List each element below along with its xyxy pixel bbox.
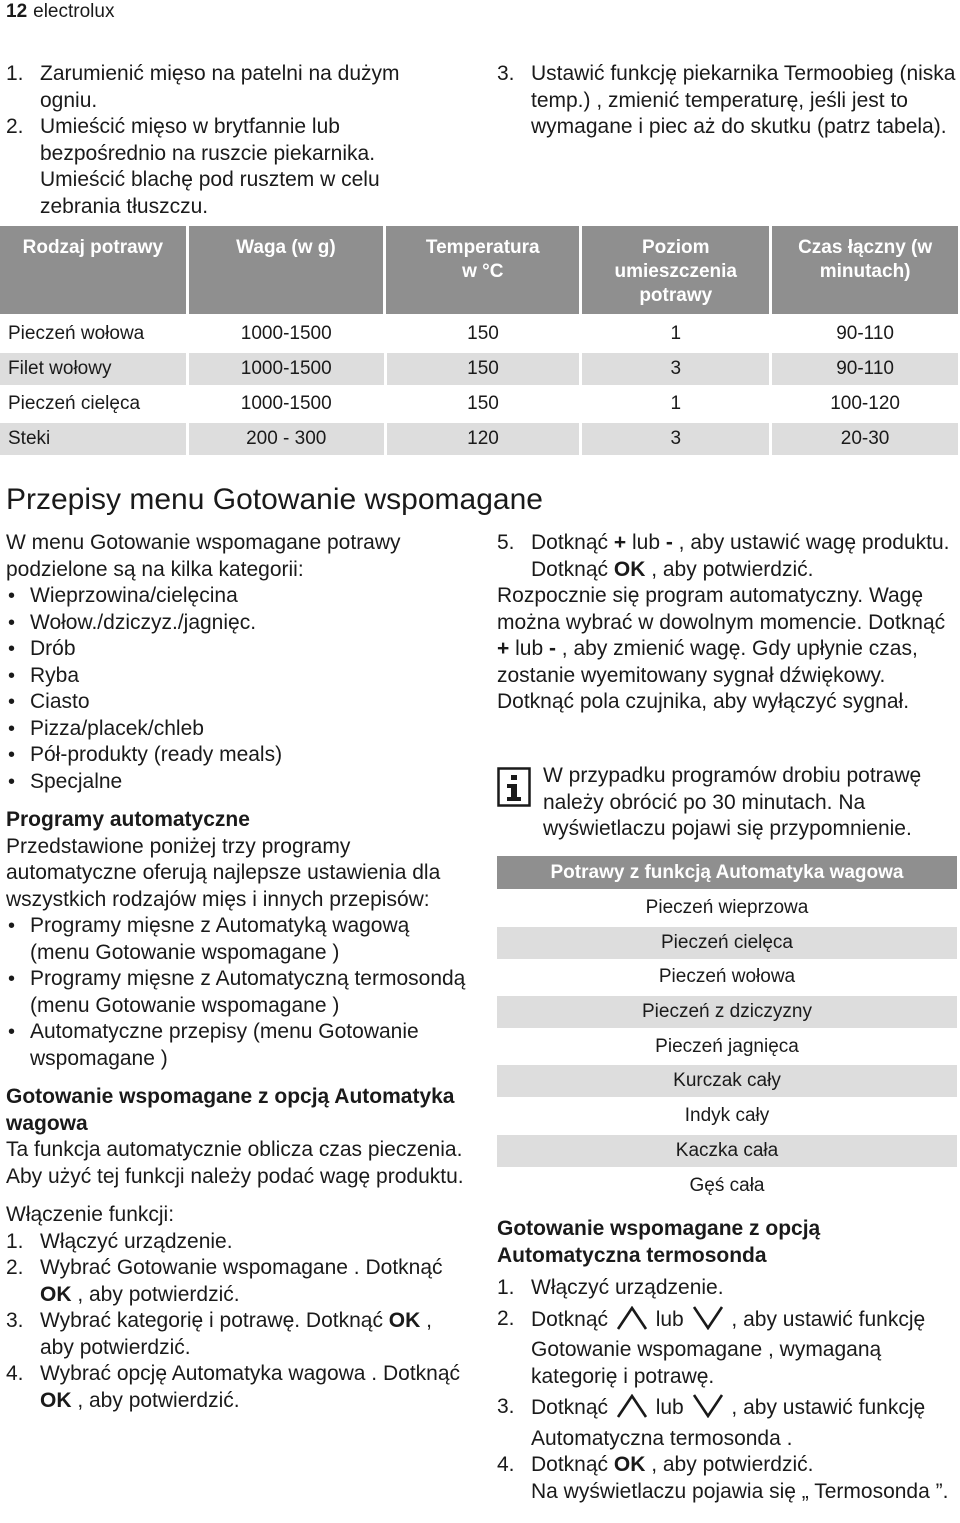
categories-intro: W menu Gotowanie wspomagane potrawy podzielone są na kilka kategorii: [6,531,401,581]
table-row [0,423,958,455]
list-item: 5. Dotknąć + lub - , aby ustawić wagę produktu. Dotknąć OK , aby potwierdzić. [497,531,950,581]
list-item: 4. Wybrać opcję Automatyka wagowa . Dotknąć OK , aby potwierdzić. [6,1362,461,1412]
table-row: Kaczka cała [497,1135,957,1167]
table-row [0,353,958,385]
ok-key-label: OK [613,1453,646,1476]
intro-steps-right [497,61,957,141]
minus-key-label: - [665,531,673,554]
list-item: • Automatyczne przepisy (menu Gotowanie wspomagane ) [6,1019,466,1072]
list-item: 3. Wybrać kategorię i potrawę. Dotknąć OK , aby potwierdzić. [6,1309,432,1359]
list-item: • Ciasto [6,689,466,716]
list-item: 1. Zarumienić mięso na patelni na dużym ogniu. [6,62,400,112]
list-item: 2. Dotknąć lub , aby ustawić funkcję Gotowanie wspomagane , wymaganą kategorię i potrawę. [497,1306,926,1388]
table-row: Pieczeń wieprzowa [645,897,809,918]
weight-auto-title: Gotowanie wspomagane z opcją Automatyka wagowa [6,1085,455,1135]
ok-key-label: OK [613,557,646,581]
list-item: • Pizza/placek/chleb [6,716,466,743]
auto-programs-list [6,913,466,1072]
table-cell: 1 [582,388,769,420]
table-cell: 120 [387,423,580,455]
table-cell: 3 [582,423,769,455]
info-icon [497,767,531,807]
auto-programs-text: Przedstawione poniżej trzy programy automatyczne oferują najlepsze ustawienia dla wszystkich rodzajów mięs i innych przepisów: [6,834,441,911]
ok-key-label: OK [388,1309,421,1332]
right-column-bottom [497,1216,959,1505]
list-item: • Ryba [6,663,466,690]
table-row: Pieczeń cielęca [497,927,957,959]
table-row: Pieczeń z dziczyzny [497,996,957,1028]
right-column-top [497,530,959,716]
list-item: 2. Wybrać Gotowanie wspomagane . Dotknąć OK , aby potwierdzić. [6,1256,443,1306]
weight-dishes-table [497,856,957,1204]
list-item: • Drób [6,636,466,663]
list-item: 1. Włączyć urządzenie. [6,1229,233,1253]
brand-name: electrolux [33,1,115,22]
table-cell: 150 [387,353,580,385]
enable-steps [6,1229,466,1415]
page-number: 12 [6,1,28,22]
meat-table [0,226,958,458]
list-item: 1. Włączyć urządzenie. [497,1276,724,1299]
table-cell: 1000-1500 [189,388,384,420]
table-cell: 1000-1500 [189,353,384,385]
table-header-cell: Waga (w g) [189,226,384,314]
table-cell: 20-30 [772,423,958,455]
section-title: Przepisy menu Gotowanie wspomagane [6,483,543,516]
table-row: Indyk cały [684,1105,770,1127]
enable-function-title: Włączenie funkcji: [6,1203,175,1226]
table-cell: 90-110 [772,353,958,385]
page-header [6,0,114,24]
list-item: • Programy mięsne z Automatyką wagową (menu Gotowanie wspomagane ) [6,913,466,966]
list-item: • Programy mięsne z Automatyczną termosondą (menu Gotowanie wspomagane ) [6,966,466,1019]
left-column [6,530,466,1414]
minus-key-label: - [548,637,556,660]
table-cell: 3 [582,353,769,385]
table-cell: 1 [582,318,769,350]
ok-key-label: OK [40,1282,72,1306]
probe-steps [497,1275,959,1505]
table-row [0,388,958,420]
table-header-cell: Czas łączny (w minutach) [772,226,958,314]
list-item: • Wieprzowina/cielęcina [6,583,466,610]
list-item: 4. Dotknąć OK , aby potwierdzić. Na wyświetlaczu pojawia się „ Termosonda ”. [497,1453,949,1503]
table-cell: 100-120 [772,388,958,420]
table-cell: 200 - 300 [189,423,384,455]
info-note: W przypadku programów drobiu potrawę należy obrócić po 30 minutach. Na wyświetlaczu pojawi się przypomnienie. [543,764,922,840]
table-row: Gęś cała [689,1174,765,1196]
table-cell: Steki [0,423,186,455]
table-cell: Pieczeń wołowa [0,318,186,350]
category-list [6,583,466,795]
auto-programs-title: Programy automatyczne [6,808,250,831]
list-item: • Specjalne [6,769,466,796]
table-header-cell: Rodzaj potrawy [0,226,186,314]
table-header-cell: Temperatura w °C [386,226,579,314]
table-header-cell: Potrawy z funkcją Automatyka wagowa [497,856,957,889]
plus-key-label: + [613,531,627,554]
plus-key-label: + [497,637,510,660]
table-cell: 1000-1500 [189,318,384,350]
chevron-up-icon [616,1306,648,1338]
table-row [0,318,958,350]
ok-key-label: OK [40,1388,72,1412]
table-header-cell: Poziom umieszczenia potrawy [582,226,769,314]
chevron-up-icon [616,1394,648,1426]
table-cell: 150 [387,388,580,420]
list-item: 2. Umieścić mięso w brytfannie lub bezpośrednio na ruszcie piekarnika. Umieścić blachę pod rusztem w celu zebrania tłuszczu. [6,115,380,218]
list-item: 3. Dotknąć lub , aby ustawić funkcję Automatyczna termosonda . [497,1395,926,1450]
probe-title: Gotowanie wspomagane z opcją Automatyczna termosonda [497,1217,821,1267]
list-item: 3. Ustawić funkcję piekarnika Termoobieg (niska temp.) , zmienić temperaturę, jeśli jest to wymagane i piec aż do skutku (patrz tabela). [497,62,956,138]
chevron-down-icon [692,1394,724,1426]
table-cell: 90-110 [772,318,958,350]
list-item: • Wołow./dziczyz./jagnięc. [6,610,466,637]
intro-steps-left [6,61,446,220]
list-item: • Pół-produkty (ready meals) [6,742,466,769]
weight-auto-text: Ta funkcja automatycznie oblicza czas pieczenia. Aby użyć tej funkcji należy podać wagę produktu. [6,1138,464,1188]
table-cell: Filet wołowy [0,353,186,385]
table-row: Kurczak cały [497,1065,957,1097]
table-cell: 150 [387,318,580,350]
table-row: Pieczeń jagnięca [655,1035,799,1057]
table-row: Pieczeń wołowa [658,966,796,988]
program-paragraph: Rozpocznie się program automatyczny. Wagę można wybrać w dowolnym momencie. Dotknąć + lub - , aby zmienić wagę. Gdy upłynie czas, zostanie wyemitowany sygnał dźwiękowy. Dotknąć pola czujnika, aby wyłączyć sygnał. [497,584,946,713]
table-cell: Pieczeń cielęca [0,388,186,420]
chevron-down-icon [692,1306,724,1338]
table-header-row [0,226,958,314]
